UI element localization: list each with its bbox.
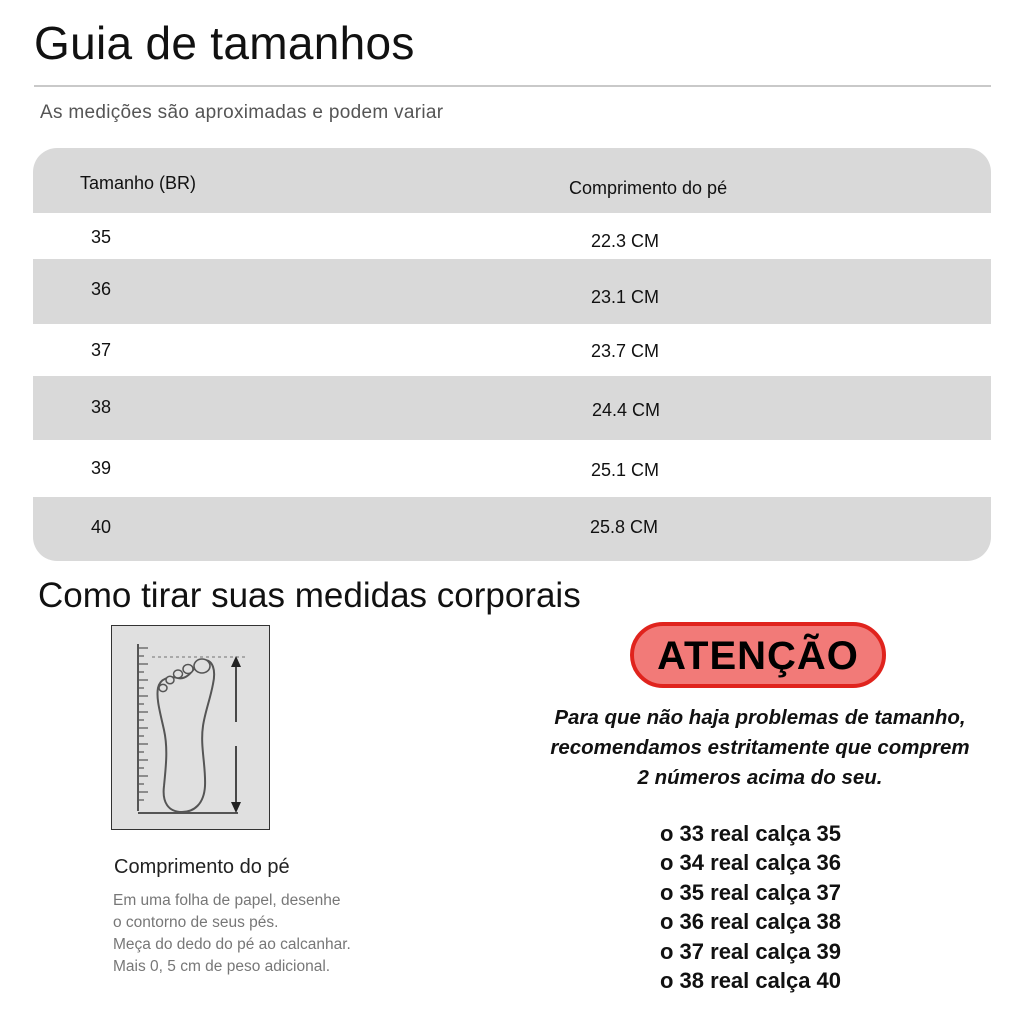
column-header-length: Comprimento do pé: [569, 178, 728, 198]
size-cell: 37: [91, 340, 112, 360]
column-header-size: Tamanho (BR): [80, 173, 197, 193]
list-item: o 35 real calça 37: [660, 879, 842, 905]
length-cell: 25.8 CM: [590, 517, 659, 537]
table-row: [33, 376, 991, 440]
page-title: Guia de tamanhos: [34, 17, 415, 69]
message-line: recomendamos estritamente que comprem: [550, 736, 970, 759]
size-cell: 40: [91, 517, 112, 537]
size-cell: 38: [91, 397, 112, 417]
length-cell: 23.7 CM: [591, 341, 660, 361]
title-divider: [34, 85, 991, 87]
instruction-line: Meça do dedo do pé ao calcanhar.: [113, 936, 351, 953]
attention-message: [500, 703, 1020, 793]
foot-length-label: Comprimento do pé: [114, 856, 290, 878]
list-item: o 33 real calça 35: [660, 821, 842, 846]
instruction-line: o contorno de seus pés.: [113, 914, 279, 931]
table-row: [33, 213, 991, 259]
size-cell: 36: [91, 279, 112, 299]
table-row: [33, 497, 991, 561]
attention-badge-text: ATENÇÃO: [657, 634, 859, 678]
measure-instructions: [113, 890, 413, 978]
list-item: o 34 real calça 36: [660, 850, 842, 876]
list-item: o 36 real calça 38: [660, 909, 842, 935]
table-row: [33, 324, 991, 376]
page-subtitle: As medições são aproximadas e podem variar: [40, 102, 444, 123]
table-row: [33, 259, 991, 324]
length-cell: 23.1 CM: [591, 287, 660, 307]
measure-section-title: Como tirar suas medidas corporais: [38, 576, 581, 615]
attention-badge: [630, 622, 886, 688]
message-line: Para que não haja problemas de tamanho,: [554, 706, 966, 729]
length-cell: 22.3 CM: [591, 231, 660, 251]
table-row: [33, 440, 991, 497]
size-cell: 35: [91, 227, 112, 247]
list-item: o 38 real calça 40: [660, 968, 842, 994]
size-table: [33, 148, 991, 561]
list-item: o 37 real calça 39: [660, 938, 842, 964]
instruction-line: Em uma folha de papel, desenhe: [113, 892, 341, 909]
foot-measure-illustration: [111, 625, 270, 830]
instruction-line: Mais 0, 5 cm de peso adicional.: [113, 958, 331, 975]
foot-outline-icon: [112, 626, 269, 829]
message-line: 2 números acima do seu.: [637, 766, 883, 789]
length-cell: 24.4 CM: [592, 400, 661, 420]
size-cell: 39: [91, 458, 112, 478]
size-conversion-list: [660, 819, 841, 995]
length-cell: 25.1 CM: [591, 460, 660, 480]
